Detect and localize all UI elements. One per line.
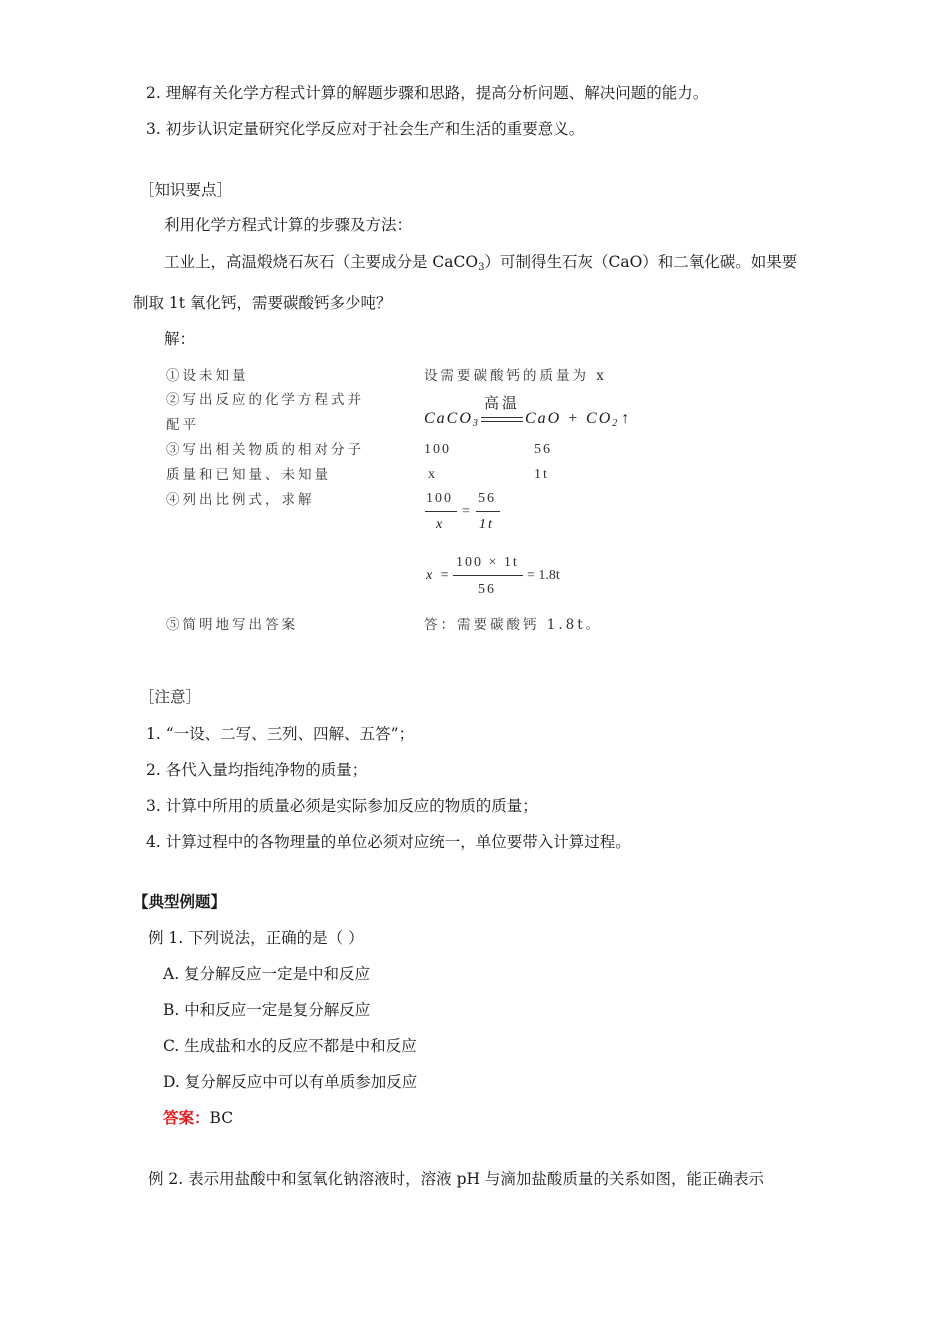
problem-statement-line1: 工业上，高温煅烧石灰石（主要成分是 CaCO$_3$）可制得生石灰（CaO）和二氧化碳。如果要	[164, 253, 798, 273]
step-2-line2: 配平	[166, 417, 199, 433]
ratio-left-numerator: 100	[426, 491, 453, 506]
objective-item: 2. 理解有关化学方程式计算的解题步骤和思路，提高分析问题、解决问题的能力。	[146, 84, 709, 102]
example-2-question: 例 2. 表示用盐酸中和氢氧化钠溶液时，溶液 pH 与滴加盐酸质量的关系如图，能正确表示	[148, 1170, 764, 1188]
step-5: ⑤简明地写出答案	[166, 617, 298, 633]
step-1: ①设未知量	[166, 368, 249, 384]
unknown-reactant: x	[428, 467, 437, 482]
example-1-option-d: D. 复分解反应中可以有单质参加反应	[163, 1073, 418, 1091]
knowledge-intro: 利用化学方程式计算的步骤及方法：	[164, 216, 413, 234]
mass-product: 56	[534, 442, 552, 457]
problem-statement-line2: 制取 1t 氧化钙，需要碳酸钙多少吨？	[133, 294, 392, 312]
solution-label: 解：	[164, 330, 196, 348]
note-item: 3. 计算中所用的质量必须是实际参加反应的物质的质量；	[146, 797, 538, 815]
note-item: 4. 计算过程中的各物理量的单位必须对应统一，单位要带入计算过程。	[146, 833, 631, 851]
note-item: 1. “一设、二写、三列、四解、五答”；	[146, 725, 415, 743]
example-1-option-b: B. 中和反应一定是复分解反应	[163, 1001, 371, 1019]
mass-reactant: 100	[424, 442, 451, 457]
ratio-left-bar	[425, 511, 457, 512]
step-3-line2: 质量和已知量、未知量	[166, 467, 331, 483]
solve-lhs: x =	[426, 568, 452, 583]
ratio-equals: =	[462, 504, 472, 519]
solve-denominator: 56	[478, 582, 496, 597]
knowledge-heading: ［知识要点］	[139, 181, 233, 199]
equation-reactant: CaCO$_3$	[424, 410, 480, 429]
note-item: 2. 各代入量均指纯净物的质量；	[146, 761, 368, 779]
example-1-question: 例 1. 下列说法，正确的是（ ）	[148, 929, 364, 947]
notes-heading: ［注意］	[139, 688, 202, 706]
ratio-right-denominator: 1t	[479, 517, 494, 532]
equation-products: CaO + $CO_2$ ↑	[525, 410, 632, 429]
answer-label: 答案：	[163, 1108, 210, 1127]
answer-value: BC	[209, 1109, 234, 1127]
work-assumption: 设需要碳酸钙的质量为 x	[424, 368, 607, 384]
solve-bar	[453, 575, 523, 576]
step-4: ④列出比例式，求解	[166, 492, 315, 508]
solve-result: = 1.8t	[527, 568, 560, 583]
known-product: 1t	[534, 467, 549, 482]
objective-item: 3. 初步认识定量研究化学反应对于社会生产和生活的重要意义。	[146, 120, 585, 138]
ratio-right-numerator: 56	[478, 491, 496, 506]
example-1-option-a: A. 复分解反应一定是中和反应	[163, 965, 371, 983]
reaction-condition: 高温	[484, 394, 521, 412]
example-1-answer	[163, 1108, 233, 1128]
solve-numerator: 100 × 1t	[456, 555, 519, 570]
ratio-left-denominator: x	[436, 517, 445, 532]
examples-heading: 【典型例题】	[133, 892, 227, 911]
ratio-right-bar	[476, 511, 500, 512]
example-1-option-c: C. 生成盐和水的反应不都是中和反应	[163, 1037, 417, 1055]
step-2-line1: ②写出反应的化学方程式并	[166, 392, 364, 408]
step-3-line1: ③写出相关物质的相对分子	[166, 442, 364, 458]
work-answer: 答：需要碳酸钙 1.8t。	[424, 617, 603, 633]
equation-double-line	[481, 417, 523, 422]
